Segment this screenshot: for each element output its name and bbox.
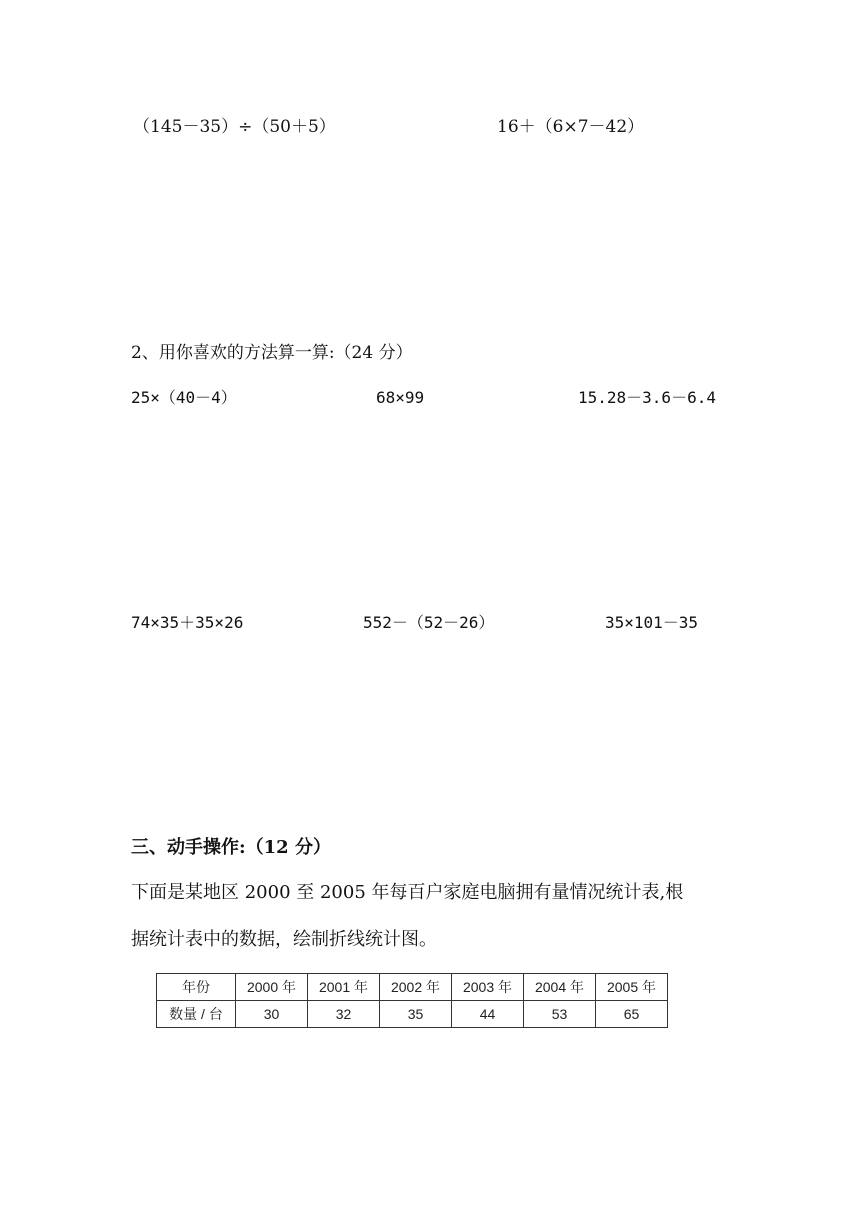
calc-item: 552－（52－26） [363, 613, 495, 632]
table-header-cell: 2001 年 [308, 974, 380, 1001]
table-header-cell: 2005 年 [596, 974, 668, 1001]
table-cell: 30 [236, 1001, 308, 1028]
table-header-cell: 2000 年 [236, 974, 308, 1001]
table-header-row [157, 974, 668, 1001]
table-header-cell: 2004 年 [524, 974, 596, 1001]
table-row-label: 数量 / 台 [157, 1001, 236, 1028]
table-row [157, 1001, 668, 1028]
section-3-description-line-2: 据统计表中的数据，绘制折线统计图。 [131, 929, 437, 950]
section-3-title: 三、动手操作:（12 分） [131, 837, 331, 858]
table-cell: 44 [452, 1001, 524, 1028]
table-cell: 53 [524, 1001, 596, 1028]
table-cell: 32 [308, 1001, 380, 1028]
table-header-label: 年份 [157, 974, 236, 1001]
calc-item: 25×（40－4） [131, 388, 237, 407]
expression-1: （145－35）÷（50＋5） [133, 117, 336, 137]
table-header-cell: 2003 年 [452, 974, 524, 1001]
calc-item: 74×35＋35×26 [131, 613, 244, 632]
calc-item: 15.28－3.6－6.4 [578, 388, 716, 407]
table-cell: 35 [380, 1001, 452, 1028]
section-3-description-line-1: 下面是某地区 2000 至 2005 年每百户家庭电脑拥有量情况统计表,根 [131, 882, 684, 903]
table-header-cell: 2002 年 [380, 974, 452, 1001]
table-cell: 65 [596, 1001, 668, 1028]
calc-item: 35×101－35 [605, 613, 699, 632]
statistics-table [156, 973, 668, 1028]
section-2-title: 2、用你喜欢的方法算一算:（24 分） [131, 343, 413, 363]
calc-item: 68×99 [376, 388, 425, 407]
expression-2: 16＋（6×7－42） [497, 117, 645, 137]
